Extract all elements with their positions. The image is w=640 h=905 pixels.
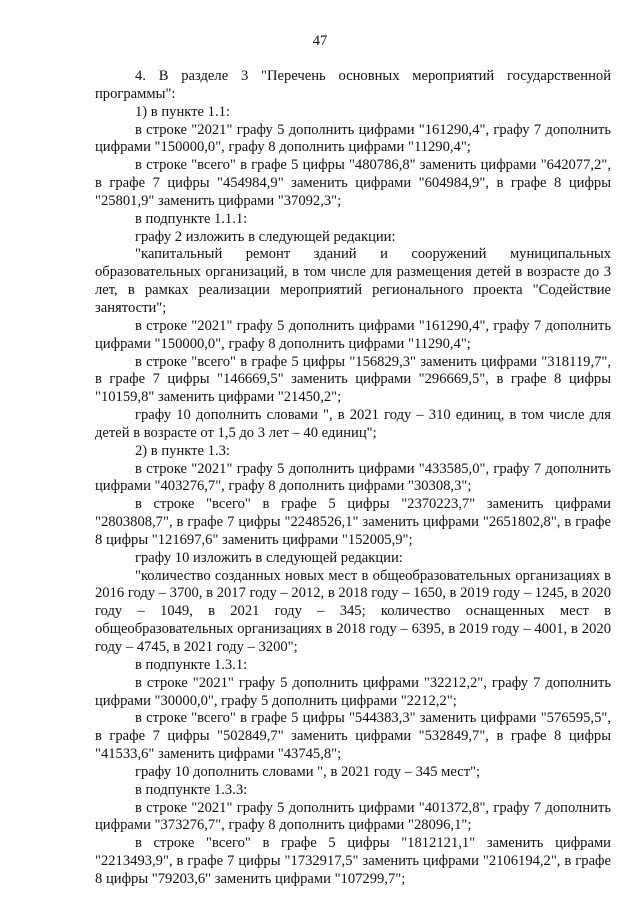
paragraph: 2) в пункте 1.3: bbox=[135, 442, 230, 459]
paragraph: графу 2 изложить в следующей редакции: bbox=[135, 228, 396, 245]
document-body bbox=[95, 68, 611, 889]
paragraph: графу 10 изложить в следующей редакции: bbox=[135, 549, 403, 566]
paragraph: в строке "всего" в графе 5 цифры "1812121,1" заменить цифрами "2213493,9", в графе 7 цифры "1732917,5" заменить цифрами "2106194,2", в графе 8 цифры "79203,6" заменить цифрами "107299,7"; bbox=[95, 835, 611, 887]
paragraph: в строке "2021" графу 5 дополнить цифрами "401372,8", графу 7 дополнить цифрами "373276,7", графу 8 дополнить цифрами "28096,1"; bbox=[95, 799, 611, 834]
paragraph: графу 10 дополнить словами ", в 2021 году – 345 мест"; bbox=[135, 763, 481, 780]
paragraph: в строке "всего" в графе 5 цифры "156829,3" заменить цифрами "318119,7", в графе 7 цифры "146669,5" заменить цифрами "296669,5", в графе 8 цифры "10159,8" заменить цифрами "21450,2"; bbox=[95, 353, 611, 406]
paragraph: в строке "2021" графу 5 дополнить цифрами "161290,4", графу 7 дополнить цифрами "150000,0", графу 8 дополнить цифрами "11290,4"; bbox=[95, 317, 611, 352]
paragraph: в подпункте 1.3.1: bbox=[135, 656, 248, 673]
paragraph: в строке "всего" в графе 5 цифры "544383,3" заменить цифрами "576595,5", в графе 7 цифры "502849,7" заменить цифрами "532849,7", в графе 8 цифры "41533,6" заменить цифрами "43745,8"; bbox=[95, 710, 611, 763]
paragraph: в строке "всего" в графе 5 цифры "2370223,7" заменить цифрами "2803808,7", в графе 7 цифры "2248526,1" заменить цифрами "2651802,8", в графе 8 цифры "121697,6" заменить цифрами "152005,9"; bbox=[95, 496, 611, 548]
paragraph: 1) в пункте 1.1: bbox=[135, 103, 230, 120]
paragraph: в строке "2021" графу 5 дополнить цифрами "32212,2", графу 7 дополнить цифрами "30000,0", графу 5 дополнить цифрами "2212,2"; bbox=[95, 674, 611, 709]
page-number: 47 bbox=[312, 33, 328, 49]
paragraph: графу 10 дополнить словами ", в 2021 году – 310 единиц, в том числе для детей в возрасте от 1,5 до 3 лет – 40 единиц"; bbox=[95, 407, 611, 441]
paragraph: в строке "всего" в графе 5 цифры "480786,8" заменить цифрами "642077,2", в графе 7 цифры "454984,9" заменить цифрами "604984,9", в графе 8 цифры "25801,9" заменить цифрами "37092,3"; bbox=[95, 157, 611, 209]
paragraph: в строке "2021" графу 5 дополнить цифрами "433585,0", графу 7 дополнить цифрами "403276,7", графу 8 дополнить цифрами "30308,3"; bbox=[95, 460, 611, 495]
paragraph: 4. В разделе 3 "Перечень основных мероприятий государственной программы": bbox=[95, 68, 611, 102]
paragraph: в подпункте 1.3.3: bbox=[135, 781, 248, 798]
paragraph: в строке "2021" графу 5 дополнить цифрами "161290,4", графу 7 дополнить цифрами "150000,0", графу 8 дополнить цифрами "11290,4"; bbox=[95, 121, 611, 156]
paragraph: в подпункте 1.1.1: bbox=[135, 210, 248, 227]
paragraph: "капитальный ремонт зданий и сооружений муниципальных образовательных организаций, в том числе для размещения детей в возрасте до 3 лет, в рамках реализации мероприятий регионального проекта "Содействие занятости"; bbox=[95, 246, 611, 316]
paragraph: "количество созданных новых мест в общеобразовательных организациях в 2016 году – 3700, в 2017 году – 2012, в 2018 году – 1650, в 2019 году – 1245, в 2020 году – 1049, в 2021 году – 345; количество оснащенных мест в общеобразовательных организациях в 2018 году – 6395, в 2019 году – 4001, в 2020 году – 4745, в 2021 году – 3200"; bbox=[95, 567, 611, 655]
